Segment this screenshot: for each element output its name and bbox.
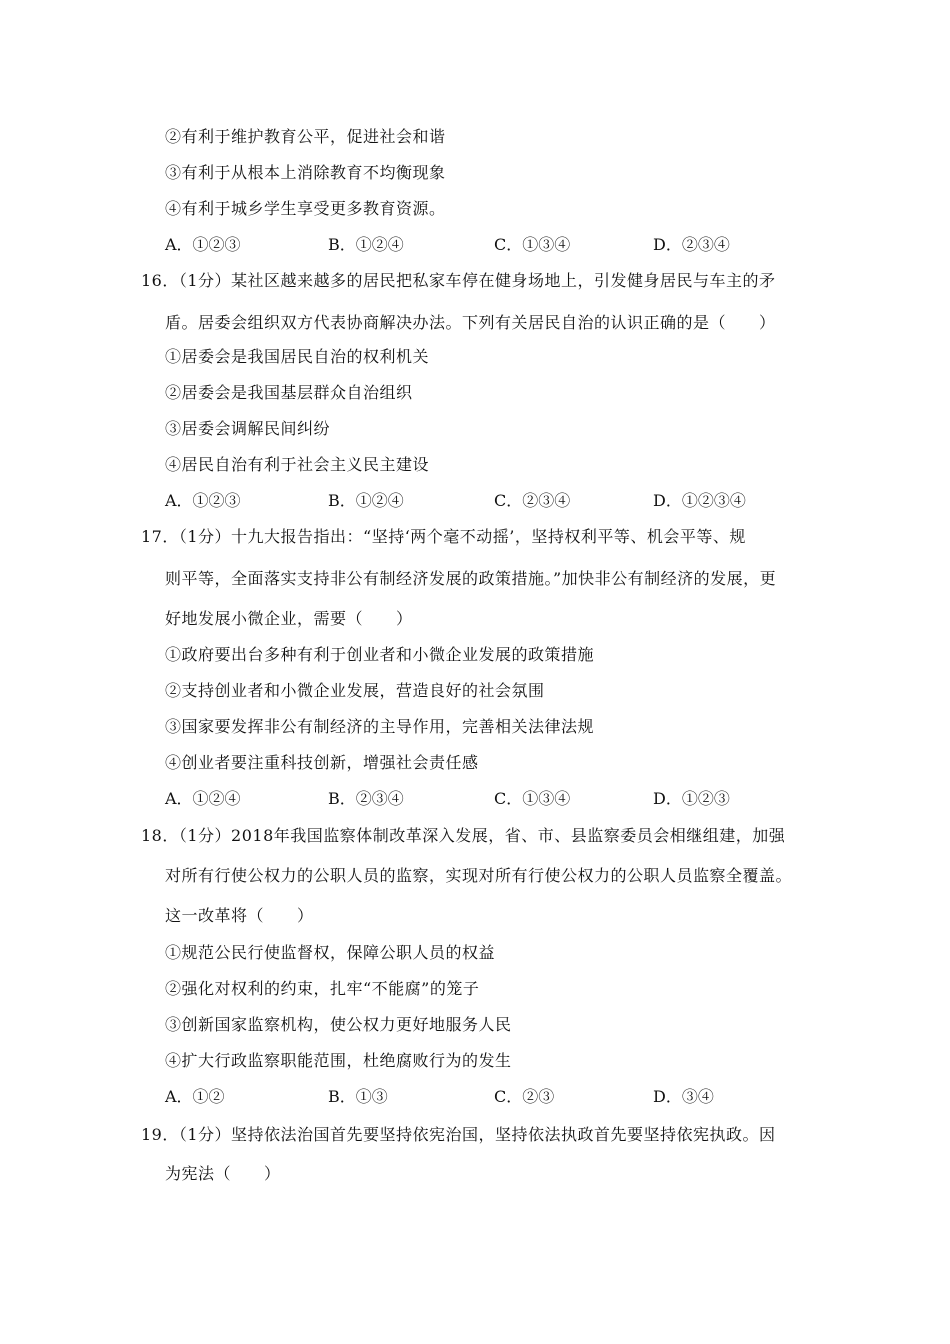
q17-option-b: B．②③④ — [328, 789, 404, 808]
q16-item-1: ①居委会是我国居民自治的权利机关 — [165, 347, 430, 366]
q18-option-b: B．①③ — [328, 1087, 388, 1106]
q16-option-c: C．②③④ — [494, 491, 571, 510]
q15-option-b: B．①②④ — [328, 235, 404, 254]
q17-options — [165, 789, 805, 809]
q18-item-2: ②强化对权利的约束，扎牢“不能腐”的笼子 — [165, 979, 480, 998]
q15-item-4: ④有利于城乡学生享受更多教育资源。 — [165, 199, 446, 218]
q15-option-d: D．②③④ — [653, 235, 730, 254]
q17-item-1: ①政府要出台多种有利于创业者和小微企业发展的政策措施 — [165, 645, 595, 664]
q17-stem-line-3: 好地发展小微企业，需要（ ） — [165, 609, 413, 628]
q17-stem-line-1: 17．（1分）十九大报告指出：“坚持‘两个毫不动摇’，坚持权利平等、机会平等、规 — [141, 527, 746, 546]
q17-option-c: C．①③④ — [494, 789, 571, 808]
q18-item-3: ③创新国家监察机构，使公权力更好地服务人民 — [165, 1015, 512, 1034]
q18-item-4: ④扩大行政监察职能范围，杜绝腐败行为的发生 — [165, 1051, 512, 1070]
q16-option-a: A．①②③ — [165, 491, 241, 510]
q18-option-a: A．①② — [165, 1087, 225, 1106]
q18-option-d: D．③④ — [653, 1087, 714, 1106]
q17-stem-line-2: 则平等，全面落实支持非公有制经济发展的政策措施。”加快非公有制经济的发展，更 — [165, 569, 777, 588]
q18-stem-line-1: 18．（1分）2018年我国监察体制改革深入发展，省、市、县监察委员会相继组建，加强 — [141, 826, 786, 845]
q18-option-c: C．②③ — [494, 1087, 555, 1106]
q17-item-2: ②支持创业者和小微企业发展，营造良好的社会氛围 — [165, 681, 545, 700]
q16-item-3: ③居委会调解民间纠纷 — [165, 419, 331, 438]
q19-stem-line-1: 19．（1分）坚持依法治国首先要坚持依宪治国，坚持依法执政首先要坚持依宪执政。因 — [141, 1125, 776, 1144]
q17-option-a: A．①②④ — [165, 789, 241, 808]
q16-option-d: D．①②③④ — [653, 491, 746, 510]
q16-stem-line-1: 16．（1分）某社区越来越多的居民把私家车停在健身场地上，引发健身居民与车主的矛 — [141, 271, 776, 290]
q16-stem-line-2: 盾。居委会组织双方代表协商解决办法。下列有关居民自治的认识正确的是（ ） — [165, 313, 776, 332]
q15-item-3: ③有利于从根本上消除教育不均衡现象 — [165, 163, 446, 182]
q18-stem-line-2: 对所有行使公权力的公职人员的监察，实现对所有行使公权力的公职人员监察全覆盖。 — [165, 866, 793, 885]
q17-option-d: D．①②③ — [653, 789, 730, 808]
q16-item-4: ④居民自治有利于社会主义民主建设 — [165, 455, 430, 474]
q17-item-4: ④创业者要注重科技创新，增强社会责任感 — [165, 753, 479, 772]
q16-option-b: B．①②④ — [328, 491, 404, 510]
q18-item-1: ①规范公民行使监督权，保障公职人员的权益 — [165, 943, 496, 962]
q18-options — [165, 1087, 805, 1107]
q16-options — [165, 491, 805, 511]
q15-item-2: ②有利于维护教育公平，促进社会和谐 — [165, 127, 446, 146]
q19-stem-line-2: 为宪法（ ） — [165, 1164, 281, 1183]
q16-item-2: ②居委会是我国基层群众自治组织 — [165, 383, 413, 402]
q15-option-a: A．①②③ — [165, 235, 241, 254]
q17-item-3: ③国家要发挥非公有制经济的主导作用，完善相关法律法规 — [165, 717, 595, 736]
q18-stem-line-3: 这一改革将（ ） — [165, 906, 314, 925]
q15-option-c: C．①③④ — [494, 235, 571, 254]
q15-options — [165, 235, 805, 255]
